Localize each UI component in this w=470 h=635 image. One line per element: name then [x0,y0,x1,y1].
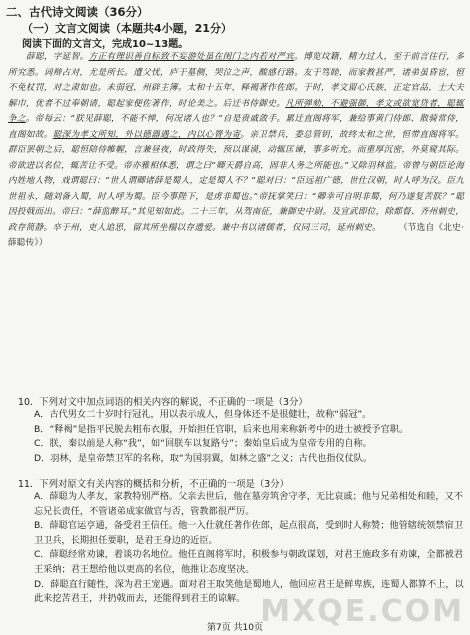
reading-instruction: 阅读下面的文言文，完成10~13题。 [22,39,189,50]
sub-section-title: （一）文言文阅读（本题共4小题，21分） [22,22,232,35]
passage-part-4: 。亲卫禁兵，委总管钥，故终太和之世，恒带直阁将军。群臣罢朝之后，聪恒陪侍帷幄，言兼昼夜，时政得失，预以谋谟，动辄匡谏，事多听允。而重厚沉密，外莫窥其际。帝欲进以名位，辄苦让不受。帝亦雅相体悉，谓之曰“卿天爵自高，固非人务之所能也。”又除羽林监。帝曾与朝臣论海内姓地人物，戏谓聪曰：“世人谓卿诸薛是蜀人，定是蜀人不？”聪对曰：“臣远祖广德，世仕汉朝，时人呼为汉。臣九世祖永，随刘备入蜀，时人呼为蜀。臣今事陛下，是虏非蜀也。”帝抚掌笑曰：“卿幸可自明非蜀，何乃遂复苦朕？”聪因投戟而出。帝曰：“薛监醉耳。”其见知如此。二十三年，从驾南征，兼御史中尉。及宣武即位，除都督、齐州刺史，政存简静。卒于州，吏人追思，留其所坐榻以存遗爱。 [8,129,464,233]
q11-option-a: A．薛聪为人孝友，家教特别严格。父亲去世后，他在墓旁筑舍守孝，无比哀戚；他与兄弟相处和睦，又不忘兄长责任，不管诸弟成家做官与否，管教都很严厉。 [34,491,463,517]
passage-part-2: 。博览坟籍，精力过人，至于前言往行，多所究悉。词辩占对，尤是所长。遭父忧，庐于墓侧，哭泣之声，酸感行路。友于笃睦，而家教甚严，诸弟虽昏宦，恒不免杖罚，对之肃如也。未弱冠，州辟主簿。太和十五年，释褐著作佐郎。于时，孝文留心氏族，正定官品，士大夫解巾，优者不过奉朝请，聪起家便佐著作，时论美之。后迁书侍御史。 [8,52,464,109]
q10-option-b: B．“释褐”是指平民脱去粗布衣服，开始担任官职，后来也用来称新考中的进士被授予官职。 [34,423,409,435]
q11-option-c: C．薛聪经常劝谏，着谈功名地位。他任直阁将军时，积极参与朝政谋划，对君王施政多有劝谏，全都被君王采纳；君王想给他以更高的名位，他推让态度坚决。 [34,549,464,575]
watermark-logo: MXQE.COM [260,594,464,629]
q10-option-d: D．羽林，是皇帝禁卫军的名称，取“为国羽翼，如林之盛”之义；古代也指仪仗队。 [34,452,373,464]
passage-part-3: 。帝每云：“朕见薛聪，不能不惮，何况诸人也？”自是贵戚敛手。累迁直阁将军，兼给事黄门侍郎、散骑常侍，直阁如故。 [8,114,464,140]
classical-passage [8,50,464,252]
passage-part-5: 兼中书以诸儒者，仅同三司，延州刺史。 [221,222,381,233]
passage-underline-1: 方正有理识善自标致不妄游处虽在闺门之内若对严宾 [88,52,295,62]
question-10-stem: 10．下列对文中加点词语的相关内容的解说，不正确的一项是（3分） [18,397,308,408]
q10-option-a: A．古代男女二十岁时行冠礼，用以表示成人，但身体还不是很健壮，故称“弱冠”。 [34,409,372,420]
passage-part-1: 薛聪，字延智。 [26,52,89,62]
question-11-stem: 11．下列对原文有关内容的概括和分析，不正确的一项是（3分） [18,479,290,490]
question-10-options [34,408,464,466]
q11-option-b: B．薛聪官运亨通，备受君王信任。他一入仕就任著作佐郎，起点很高，受到时人称赞；他管辖统领禁宿卫卫卫兵，长期担任要职，是君王身边的近臣。 [34,520,463,546]
section-title: 二、古代诗文阅读（36分） [6,5,149,19]
passage-source: （节选自《北史·薛聪传》） [8,222,464,248]
page-footer: 第7页 共10页 [206,623,264,633]
q10-option-c: C．朕，秦以前是人称“我”，如“回朕车以复路兮”；秦始皇后成为皇帝专用的自称。 [34,438,372,450]
passage-underline-2: 凡所弹劾，不避强御，孝文或欲宽贷者，聪辄争之 [8,98,464,124]
q11-option-d: D．薛聪直行随性，深为君王宠遇。面对君王取笑他是蜀地人，他回应君王是鲜卑族，连蜀人都算不上，以此来挖苦君王，并扔戟而去，还能得到君王的谅解。 [34,578,464,605]
passage-underline-3: 聪深为孝文所知，外以德器遇之，内以心膂为寄 [52,129,241,140]
question-11-options [34,490,464,607]
